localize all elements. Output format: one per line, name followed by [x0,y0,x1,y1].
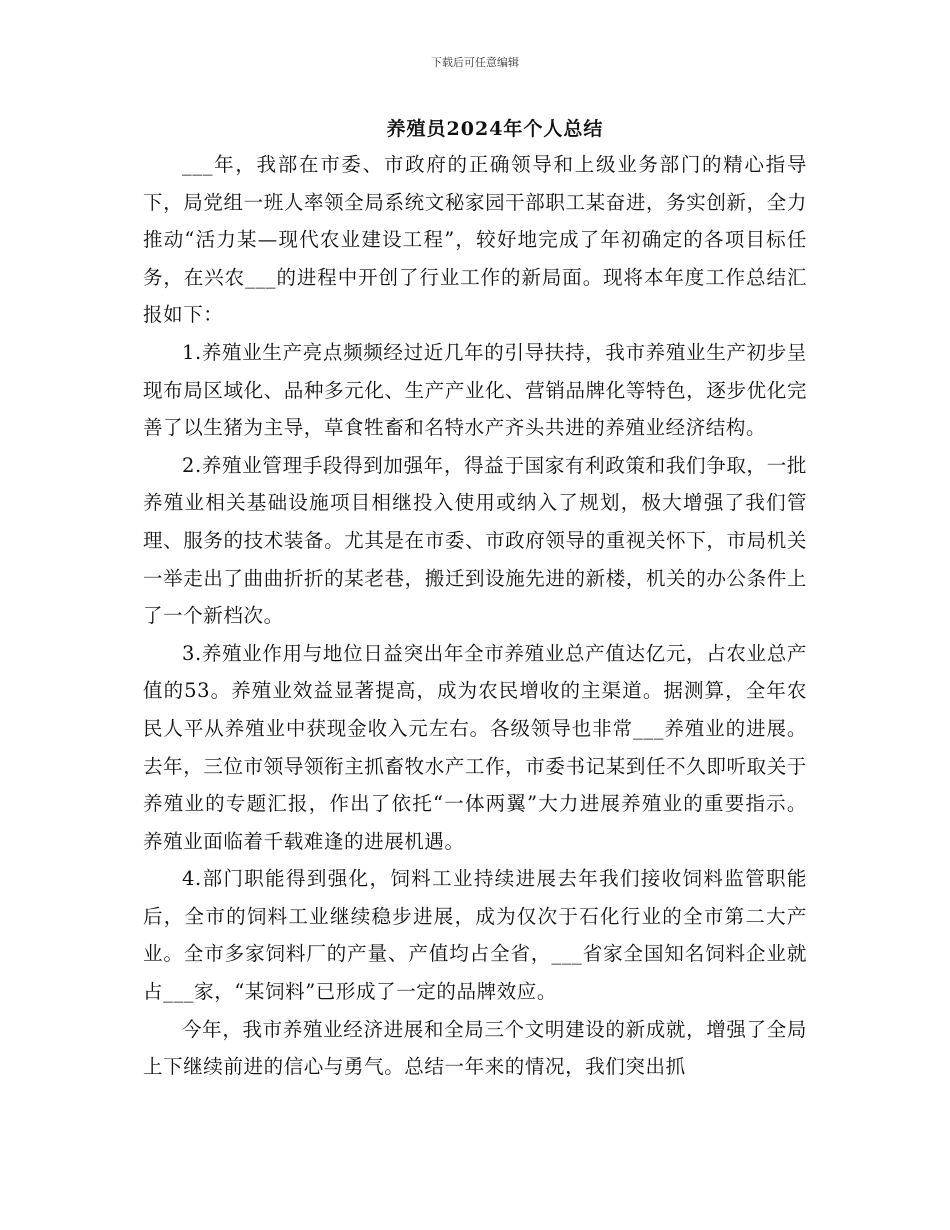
document-title: 养殖员2024年个人总结 [386,118,604,140]
paragraph-item-3: 3.养殖业作用与地位日益突出年全市养殖业总产值达亿元，占农业总产值的53。养殖业效益显著提高，成为农民增收的主渠道。据测算，全年农民人平从养殖业中获现金收入元左右。各级领导也非常___养殖业的进展。去年，三位市领导领衔主抓畜牧水产工作，市委书记某到任不久即听取关于养殖业的专题汇报，作出了依托“一体两翼”大力进展养殖业的重要指示。养殖业面临着千载难逢的进展机遇。 [143,641,807,853]
paragraph-summary: 今年，我市养殖业经济进展和全局三个文明建设的新成就，增强了全局上下继续前进的信心与勇气。总结一年来的情况，我们突出抓 [143,1017,807,1079]
document-body [143,146,807,1086]
paragraph-item-2: 2.养殖业管理手段得到加强年，得益于国家有利政策和我们争取，一批养殖业相关基础设施项目相继投入使用或纳入了规划，极大增强了我们管理、服务的技术装备。尤其是在市委、市政府领导的重视关怀下，市局机关一举走出了曲曲折折的某老巷，搬迁到设施先进的新楼，机关的办公条件上了一个新档次。 [143,453,807,628]
paragraph-item-4: 4.部门职能得到强化，饲料工业持续进展去年我们接收饲料监管职能后，全市的饲料工业继续稳步进展，成为仅次于石化行业的全市第二大产业。全市多家饲料厂的产量、产值均占全省，___省家全国知名饲料企业就占___家，“某饲料”已形成了一定的品牌效应。 [143,867,807,1004]
paragraph-item-1: 1.养殖业生产亮点频频经过近几年的引导扶持，我市养殖业生产初步呈现布局区域化、品种多元化、生产产业化、营销品牌化等特色，逐步优化完善了以生猪为主导，草食牲畜和名特水产齐头共进的养殖业经济结构。 [143,340,807,440]
header-note: 下载后可任意编辑 [431,56,519,69]
paragraph-intro: ___年，我部在市委、市政府的正确领导和上级业务部门的精心指导下，局党组一班人率领全局系统文秘家园干部职工某奋进，务实创新，全力推动“活力某—现代农业建设工程”，较好地完成了年初确定的各项目标任务，在兴农___的进程中开创了行业工作的新局面。现将本年度工作总结汇报如下： [143,153,807,327]
